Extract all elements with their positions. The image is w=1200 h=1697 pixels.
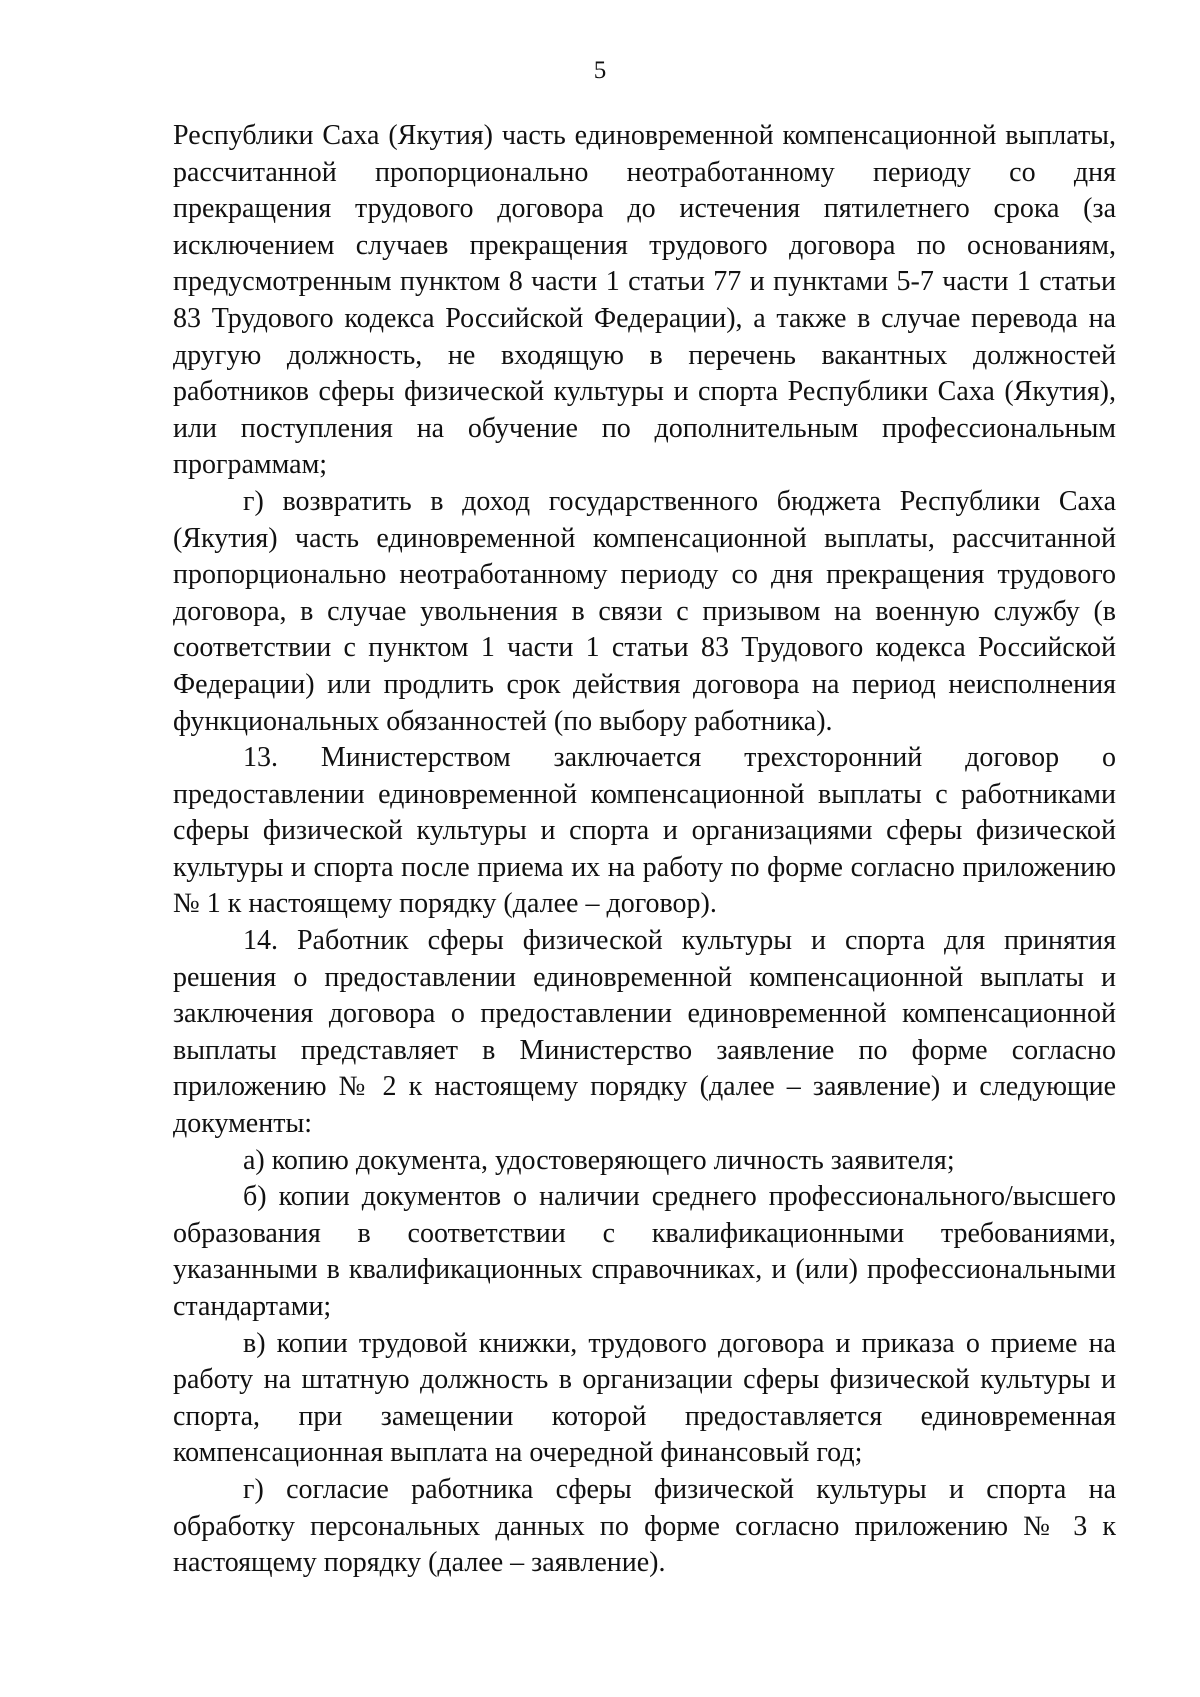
document-body (173, 118, 1116, 1582)
list-item-a: а) копию документа, удостоверяющего личность заявителя; (243, 1144, 955, 1176)
paragraph-item-g-return: г) возвратить в доход государственного бюджета Республики Саха (Якутия) часть единовременной компенсационной выплаты, рассчитанной пропорционально неотработанному периоду со дня прекращения трудового договора, в случае увольнения в связи с призывом на военную службу (в соответствии с пунктом 1 части 1 статьи 83 Трудового кодекса Российской Федерации) или продлить срок действия договора на период неисполнения функциональных обязанностей (по выбору работника). (173, 485, 1116, 737)
list-item-v: в) копии трудовой книжки, трудового договора и приказа о приеме на работу на штатную должность в организации сферы физической культуры и спорта, при замещении которой предоставляется единовременная компенсационная выплата на очередной финансовый год; (173, 1327, 1116, 1469)
page-number: 5 (593, 57, 607, 84)
paragraph-clause-14: 14. Работник сферы физической культуры и спорта для принятия решения о предоставлении единовременной компенсационной выплаты и заключения договора о предоставлении единовременной компенсационной выплаты представляет в Министерство заявление по форме согласно приложению № 2 к настоящему порядку (далее – заявление) и следующие документы: (173, 925, 1116, 1140)
list-item-g: г) согласие работника сферы физической культуры и спорта на обработку персональных данных по форме согласно приложению № 3 к настоящему порядку (далее – заявление). (173, 1473, 1116, 1579)
list-item-b: б) копии документов о наличии среднего профессионального/высшего образования в соответствии с квалификационными требованиями, указанными в квалификационных справочниках, и (или) профессиональными стандартами; (173, 1181, 1116, 1322)
paragraph-clause-13: 13. Министерством заключается трехсторонний договор о предоставлении единовременной компенсационной выплаты с работниками сферы физической культуры и спорта и организациями сферы физической культуры и спорта после приема их на работу по форме согласно приложению № 1 к настоящему порядку (далее – договор). (173, 742, 1116, 920)
paragraph-continuation: Республики Саха (Якутия) часть единовременной компенсационной выплаты, рассчитанной пропорционально неотработанному периоду со дня прекращения трудового договора до истечения пятилетнего срока (за исключением случаев прекращения трудового договора по основаниям, предусмотренным пунктом 8 части 1 статьи 77 и пунктами 5-7 части 1 статьи 83 Трудового кодекса Российской Федерации), а также в случае перевода на другую должность, не входящую в перечень вакантных должностей работников сферы физической культуры и спорта Республики Саха (Якутия), или поступления на обучение по дополнительным профессиональным программам; (173, 120, 1116, 481)
